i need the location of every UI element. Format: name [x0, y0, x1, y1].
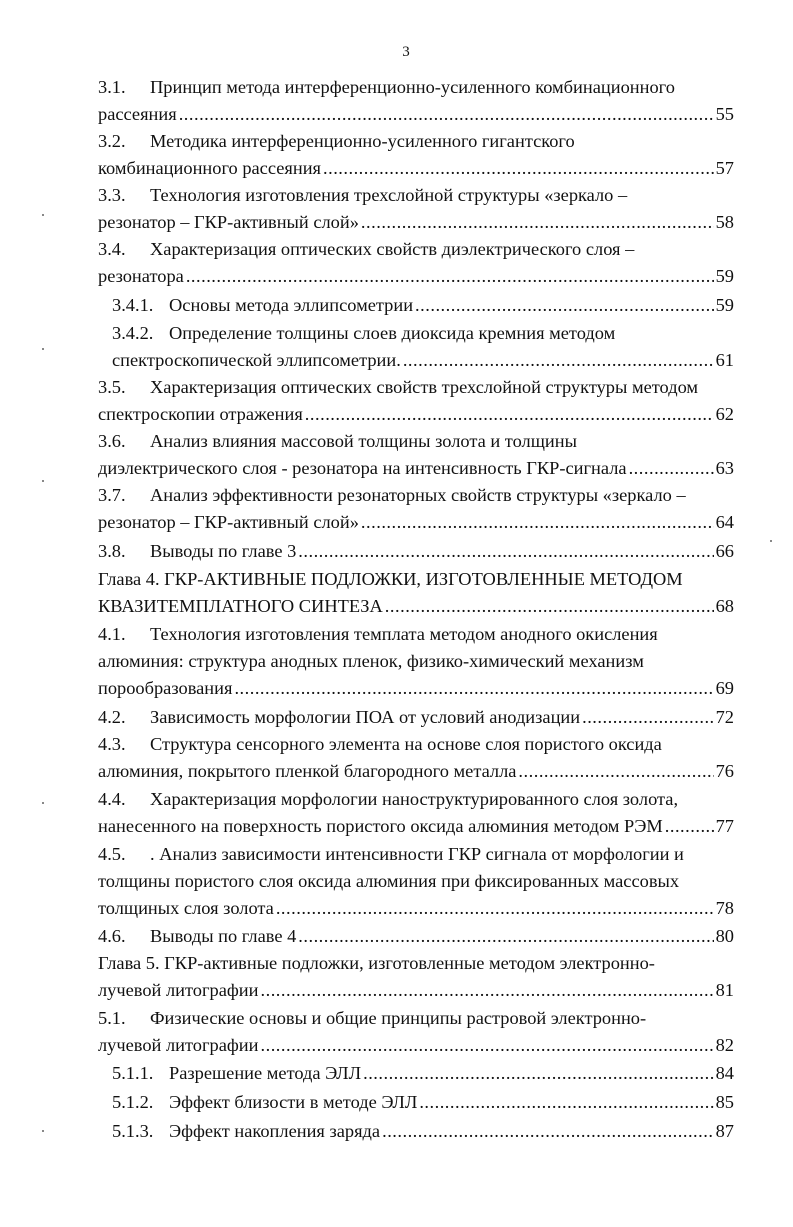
scan-speck: [42, 348, 44, 350]
toc-entry-line-last: [98, 1032, 734, 1058]
toc-entry-text: [98, 263, 184, 289]
toc-entry-line-last: [112, 292, 734, 318]
toc-page-number: 69: [715, 678, 734, 698]
toc-page-number: 84: [715, 1063, 734, 1083]
toc-entry-text: [98, 675, 232, 701]
toc-entry-number: 3.6.: [98, 431, 126, 451]
toc-entry-text: [98, 1032, 259, 1058]
toc-entry-line-last: [98, 263, 734, 289]
toc-entry-line: [98, 868, 679, 894]
toc-page-number: 63: [715, 458, 734, 478]
toc-entry-text: [98, 923, 296, 949]
toc-entry-title: толщиных слоя золота: [98, 898, 274, 918]
toc-entry-title: Анализ эффективности резонаторных свойств структуры «зеркало –: [150, 485, 686, 505]
toc-leader-dots: [403, 347, 714, 373]
toc-entry-line: [98, 731, 662, 757]
toc-entry-text: [98, 871, 679, 891]
toc-leader-dots: [234, 675, 713, 701]
toc-entry-title: Характеризация морфологии наноструктурированного слоя золота,: [150, 789, 679, 809]
toc-entry-number: 3.1.: [98, 77, 126, 97]
toc-entry-number: 4.3.: [98, 734, 126, 754]
toc-entry-title: Зависимость морфологии ПОА от условий анодизации: [150, 707, 581, 727]
toc-entry-title: Разрешение метода ЭЛЛ: [169, 1063, 362, 1083]
toc-entry-line: [98, 374, 698, 400]
toc-entry-line: [112, 320, 615, 346]
toc-leader-dots: [323, 155, 714, 181]
toc-entry-text: [98, 509, 359, 535]
toc-page-number: 55: [715, 104, 734, 124]
toc-entry-text: [98, 101, 177, 127]
toc-entry-line: [98, 950, 655, 976]
toc-entry-title: порообразования: [98, 678, 233, 698]
toc-leader-dots: [179, 101, 714, 127]
toc-entry-text: [98, 209, 359, 235]
toc-entry-number: 3.8.: [98, 541, 126, 561]
toc-entry-line-last: [98, 923, 734, 949]
toc-entry-title: КВАЗИТЕМПЛАТНОГО СИНТЕЗА: [98, 596, 383, 616]
toc-entry-title: Технология изготовления темплата методом анодного окисления: [150, 624, 658, 644]
toc-entry-title: Определение толщины слоев диоксида кремния методом: [169, 323, 616, 343]
scan-speck: [770, 540, 772, 542]
toc-entry-title: рассеяния: [98, 104, 177, 124]
toc-entry-line-last: [112, 347, 734, 373]
toc-entry-line-last: [98, 977, 734, 1003]
toc-entry-line-last: [98, 813, 734, 839]
toc-entry-title: нанесенного на поверхность пористого оксида алюминия методом РЭМ: [98, 816, 663, 836]
toc-entry-text: [98, 624, 658, 644]
toc-entry-line-last: [98, 455, 734, 481]
toc-entry-title: Выводы по главе 4: [150, 926, 297, 946]
toc-page-number: 59: [715, 295, 734, 315]
toc-entry-text: [98, 455, 627, 481]
toc-entry-text: [98, 131, 575, 151]
toc-entry-title: алюминия, покрытого пленкой благородного металла: [98, 761, 517, 781]
toc-entry-title: Технология изготовления трехслойной структуры «зеркало –: [150, 185, 628, 205]
toc-entry-line-last: [98, 593, 734, 619]
toc-page-number: 76: [715, 761, 734, 781]
toc-entry-text: [98, 155, 321, 181]
toc-leader-dots: [305, 401, 714, 427]
toc-entry-text: [98, 239, 634, 259]
scan-speck: [42, 214, 44, 216]
toc-entry-title: Эффект близости в методе ЭЛЛ: [169, 1092, 418, 1112]
toc-leader-dots: [629, 455, 714, 481]
toc-page-number: 57: [715, 158, 734, 178]
toc-entry-text: [98, 593, 383, 619]
toc-leader-dots: [582, 704, 714, 730]
toc-leader-dots: [261, 1032, 714, 1058]
toc-page-number: 80: [715, 926, 734, 946]
toc-entry-title: Анализ влияния массовой толщины золота и толщины: [150, 431, 577, 451]
toc-entry-line-last: [98, 209, 734, 235]
toc-entry-line: [98, 182, 627, 208]
toc-entry-title: диэлектрического слоя - резонатора на интенсивность ГКР-сигнала: [98, 458, 627, 478]
toc-entry-line-last: [98, 101, 734, 127]
toc-leader-dots: [186, 263, 714, 289]
toc-page-number: 81: [715, 980, 734, 1000]
scan-speck: [42, 802, 44, 804]
toc-entry-number: 4.1.: [98, 624, 126, 644]
toc-entry-title: лучевой литографии: [98, 980, 259, 1000]
toc-leader-dots: [276, 895, 714, 921]
toc-entry-title: Глава 5. ГКР-активные подложки, изготовленные методом электронно-: [98, 953, 655, 973]
toc-entry-text: [98, 977, 259, 1003]
toc-entry-number: 3.5.: [98, 377, 126, 397]
toc-leader-dots: [298, 538, 713, 564]
toc-entry-line: [98, 428, 577, 454]
toc-entry-number: 5.1.1.: [112, 1063, 154, 1083]
toc-leader-dots: [419, 1089, 713, 1115]
toc-entry-line-last: [98, 538, 734, 564]
toc-entry-line: [98, 482, 686, 508]
toc-entry-text: [98, 377, 698, 397]
toc-page-number: 82: [715, 1035, 734, 1055]
toc-entry-number: 3.2.: [98, 131, 126, 151]
toc-page-number: 77: [715, 816, 734, 836]
toc-entry-line-last: [98, 704, 734, 730]
toc-entry-line-last: [112, 1118, 734, 1144]
toc-entry-line: [98, 566, 683, 592]
toc-entry-title: толщины пористого слоя оксида алюминия при фиксированных массовых: [98, 871, 680, 891]
toc-entry-text: [98, 953, 655, 973]
toc-entry-line-last: [98, 675, 734, 701]
toc-entry-title: алюминия: структура анодных пленок, физико-химический механизм: [98, 651, 644, 671]
toc-entry-title: резонатора: [98, 266, 184, 286]
toc-entry-number: 5.1.2.: [112, 1092, 154, 1112]
toc-page-number: 85: [715, 1092, 734, 1112]
toc-entry-text: [112, 292, 413, 318]
toc-page-number: 78: [715, 898, 734, 918]
toc-entry-text: [98, 813, 663, 839]
toc-entry-line: [98, 621, 658, 647]
toc-leader-dots: [385, 593, 714, 619]
toc-page-number: 61: [715, 350, 734, 370]
toc-entry-number: 5.1.: [98, 1008, 126, 1028]
toc-entry-text: [98, 185, 627, 205]
toc-entry-line: [98, 786, 678, 812]
toc-entry-title: Основы метода эллипсометрии: [169, 295, 414, 315]
toc-entry-text: [112, 1060, 361, 1086]
toc-leader-dots: [361, 209, 714, 235]
page-number: 3: [402, 44, 410, 60]
toc-leader-dots: [361, 509, 714, 535]
toc-entry-line: [98, 236, 634, 262]
toc-entry-line-last: [98, 155, 734, 181]
toc-page-number: 59: [715, 266, 734, 286]
toc-entry-line-last: [112, 1089, 734, 1115]
toc-entry-number: 3.7.: [98, 485, 126, 505]
toc-entry-text: [98, 431, 577, 451]
toc-entry-title: Методика интерференционно-усиленного гигантского: [150, 131, 575, 151]
toc-entry-title: резонатор – ГКР-активный слой»: [98, 512, 359, 532]
toc-entry-title: спектроскопической эллипсометрии.: [112, 350, 401, 370]
scan-speck: [42, 480, 44, 482]
toc-page-number: 66: [715, 541, 734, 561]
toc-entry-text: [98, 401, 303, 427]
toc-entry-title: Характеризация оптических свойств диэлектрического слоя –: [150, 239, 635, 259]
toc-entry-title: спектроскопии отражения: [98, 404, 303, 424]
toc-entry-number: 4.4.: [98, 789, 126, 809]
toc-entry-number: 3.4.2.: [112, 323, 154, 343]
toc-entry-text: [112, 347, 401, 373]
toc-entry-title: Выводы по главе 3: [150, 541, 297, 561]
toc-entry-title: Физические основы и общие принципы растровой электронно-: [150, 1008, 647, 1028]
toc-entry-line-last: [98, 401, 734, 427]
toc-entry-line: [98, 74, 675, 100]
toc-entry-text: [98, 569, 683, 589]
toc-entry-text: [98, 77, 675, 97]
toc-leader-dots: [665, 813, 714, 839]
toc-entry-line-last: [98, 895, 734, 921]
toc-entry-text: [98, 651, 644, 671]
toc-page-number: 58: [715, 212, 734, 232]
toc-entry-text: [98, 844, 684, 864]
toc-entry-number: 4.6.: [98, 926, 126, 946]
toc-entry-text: [98, 538, 296, 564]
toc-entry-text: [112, 1089, 417, 1115]
toc-entry-number: 3.4.1.: [112, 295, 154, 315]
toc-entry-title: Структура сенсорного элемента на основе слоя пористого оксида: [150, 734, 662, 754]
toc-entry-title: Принцип метода интерференционно-усиленного комбинационного: [150, 77, 675, 97]
toc-page-number: 87: [715, 1121, 734, 1141]
toc-page-number: 64: [715, 512, 734, 532]
toc-page-number: 72: [715, 707, 734, 727]
toc-entry-text: [98, 758, 516, 784]
toc-entry-number: 3.3.: [98, 185, 126, 205]
toc-entry-text: [98, 734, 662, 754]
toc-leader-dots: [518, 758, 713, 784]
toc-page-number: 68: [715, 596, 734, 616]
toc-entry-number: 5.1.3.: [112, 1121, 154, 1141]
toc-entry-text: [98, 485, 686, 505]
toc-entry-line: [98, 841, 684, 867]
toc-entry-number: 3.4.: [98, 239, 126, 259]
toc-entry-title: лучевой литографии: [98, 1035, 259, 1055]
toc-entry-title: Характеризация оптических свойств трехслойной структуры методом: [150, 377, 699, 397]
toc-entry-text: [98, 789, 678, 809]
toc-entry-line-last: [112, 1060, 734, 1086]
toc-entry-text: [98, 895, 274, 921]
toc-leader-dots: [415, 292, 714, 318]
toc-entry-line-last: [98, 758, 734, 784]
toc-leader-dots: [298, 923, 713, 949]
toc-entry-line: [98, 1005, 646, 1031]
toc-entry-title: комбинационного рассеяния: [98, 158, 321, 178]
toc-leader-dots: [261, 977, 714, 1003]
toc-entry-line: [98, 128, 575, 154]
toc-entry-text: [112, 323, 615, 343]
toc-entry-line: [98, 648, 644, 674]
toc-leader-dots: [363, 1060, 714, 1086]
toc-page-number: 62: [715, 404, 734, 424]
toc-entry-title: резонатор – ГКР-активный слой»: [98, 212, 359, 232]
toc-leader-dots: [382, 1118, 714, 1144]
toc-entry-text: [98, 704, 580, 730]
toc-entry-title: Глава 4. ГКР-АКТИВНЫЕ ПОДЛОЖКИ, ИЗГОТОВЛЕННЫЕ МЕТОДОМ: [98, 569, 683, 589]
toc-entry-text: [112, 1118, 380, 1144]
scan-speck: [42, 1130, 44, 1132]
toc-entry-text: [98, 1008, 646, 1028]
toc-entry-number: 4.5.: [98, 844, 126, 864]
toc-entry-title: . Анализ зависимости интенсивности ГКР сигнала от морфологии и: [150, 844, 684, 864]
toc-entry-number: 4.2.: [98, 707, 126, 727]
toc-entry-title: Эффект накопления заряда: [169, 1121, 381, 1141]
toc-entry-line-last: [98, 509, 734, 535]
